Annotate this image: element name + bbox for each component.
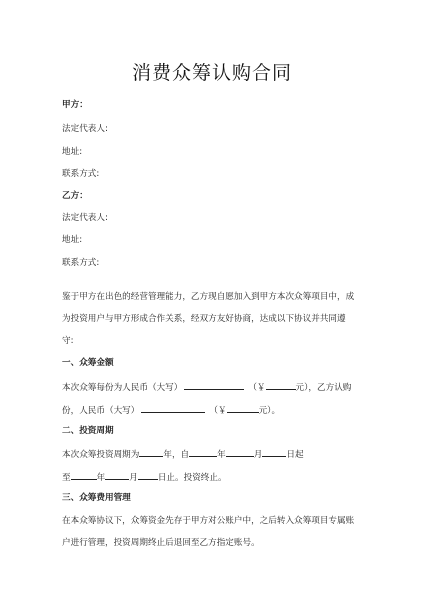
total-amount-number-blank[interactable] [227,403,259,413]
end-day-blank[interactable] [138,470,158,480]
amount-number-blank[interactable] [266,380,296,390]
end-month-blank[interactable] [105,470,129,480]
section-1-line-1 [62,380,351,394]
section-1-text: 元）。 [258,406,281,416]
section-2-text: 本次众筹投资周期为 [62,450,140,460]
section-2-text: 年 [217,450,226,460]
end-year-blank[interactable] [71,470,97,480]
party-b-legal-rep: 法定代表人: [62,213,108,223]
section-2-text: 月 [253,450,263,460]
section-2-text: 年 [96,473,106,483]
section-1-line-2 [62,403,280,417]
section-1-text: 元），乙方认购 [295,383,352,393]
section-2-text: 年，自 [163,450,190,460]
party-b-heading: 乙方： [62,191,88,201]
section-2-text: 日起 [286,450,304,460]
party-b-contact: 联系方式: [62,258,100,268]
section-3-heading: 三、众筹费用管理 [62,493,131,503]
section-1-text: 份，人民币（大写） [62,406,140,416]
section-1-text: （￥ [209,406,227,416]
total-amount-words-blank[interactable] [141,403,205,413]
section-3-line-1: 在本众筹协议下，众筹资金先存于甲方对公账户中，之后转入众筹项目专属账 [62,516,355,526]
section-2-line-2 [62,470,227,484]
section-2-text: 至 [62,473,71,483]
section-2-heading: 二、投资周期 [62,426,114,436]
party-a-contact: 联系方式: [62,169,100,179]
preamble-line-3: 守: [62,336,74,346]
amount-words-blank[interactable] [184,380,244,390]
section-3-line-2: 户进行管理，投资周期终止后退回至乙方指定账号。 [62,538,260,548]
party-a-heading: 甲方： [62,100,88,110]
section-1-text: 本次众筹每份为人民币（大写） [62,383,183,393]
party-a-address: 地址: [62,147,83,157]
section-2-text: 月 [129,473,138,483]
section-2-line-1 [62,447,304,461]
period-years-blank[interactable] [139,447,163,457]
document-title: 消费众筹认购合同 [131,62,292,84]
section-1-heading: 一、众筹金额 [62,358,114,368]
start-month-blank[interactable] [226,447,254,457]
preamble-line-1: 鉴于甲方在出色的经营管理能力，乙方现自愿加入到甲方本次众筹项目中，成 [62,292,355,302]
preamble-line-2: 为投资用户与甲方形成合作关系，经双方友好协商，达成以下协议并共同遵 [62,314,346,324]
start-year-blank[interactable] [189,447,217,457]
party-b-address: 地址: [62,235,83,245]
start-day-blank[interactable] [262,447,286,457]
section-1-text: （￥ [248,383,266,393]
section-2-text: 日止。投资终止。 [157,473,227,483]
party-a-legal-rep: 法定代表人: [62,124,108,134]
